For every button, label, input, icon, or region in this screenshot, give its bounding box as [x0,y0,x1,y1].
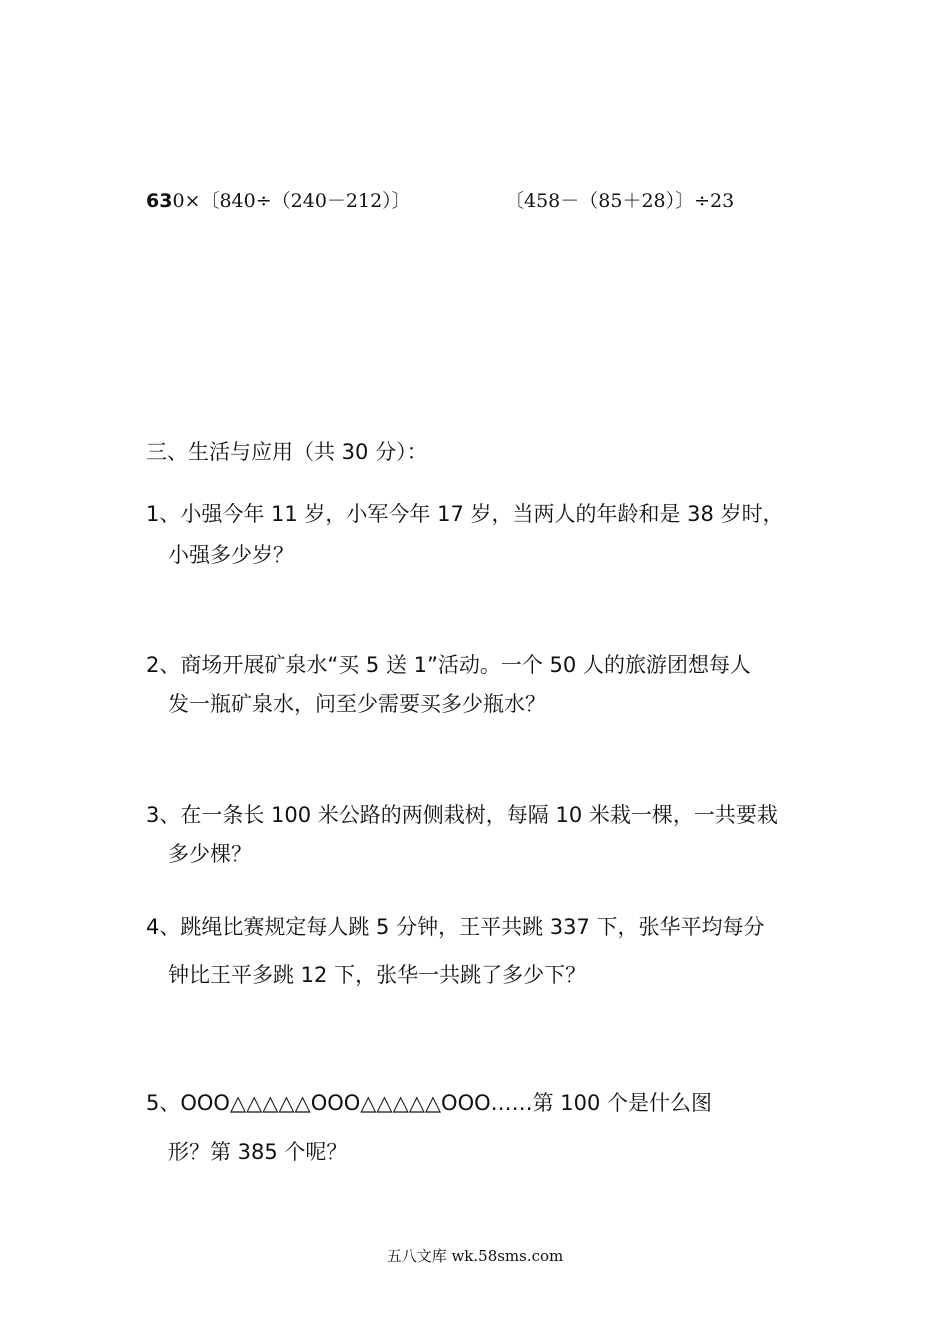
question-4-line-2: 钟比王平多跳 12 下，张华一共跳了多少下？ [168,963,587,987]
question-3-line-2: 多少棵？ [168,842,252,866]
expression-1-bold-digits: 63 [146,190,173,212]
question-2-line-1: 2、商场开展矿泉水“买 5 送 1”活动。一个 50 人的旅游团想每人 [146,653,751,677]
question-5-line-1: 5、OOO△△△△△OOO△△△△△OOO……第 100 个是什么图 [146,1091,713,1115]
expression-1 [146,186,411,213]
question-3-line-1: 3、在一条长 100 米公路的两侧栽树，每隔 10 米栽一棵，一共要栽 [146,803,778,827]
page-footer: 五八文库 wk.58sms.com [386,1247,564,1265]
section-title: 三、生活与应用（共 30 分）： [146,440,428,464]
question-4-line-1: 4、跳绳比赛规定每人跳 5 分钟，王平共跳 337 下，张华平均每分 [146,915,765,939]
question-2-line-2: 发一瓶矿泉水，问至少需要买多少瓶水？ [168,692,546,716]
expression-2: 〔458－（85＋28）〕÷23 [505,190,735,212]
question-1-line-1: 1、小强今年 11 岁，小军今年 17 岁，当两人的年龄和是 38 岁时， [146,502,784,526]
expression-1-text: 0×〔840÷（240－212）〕 [172,190,411,212]
question-5-line-2: 形？第 385 个呢？ [168,1140,348,1164]
question-1-line-2: 小强多少岁？ [168,543,294,567]
